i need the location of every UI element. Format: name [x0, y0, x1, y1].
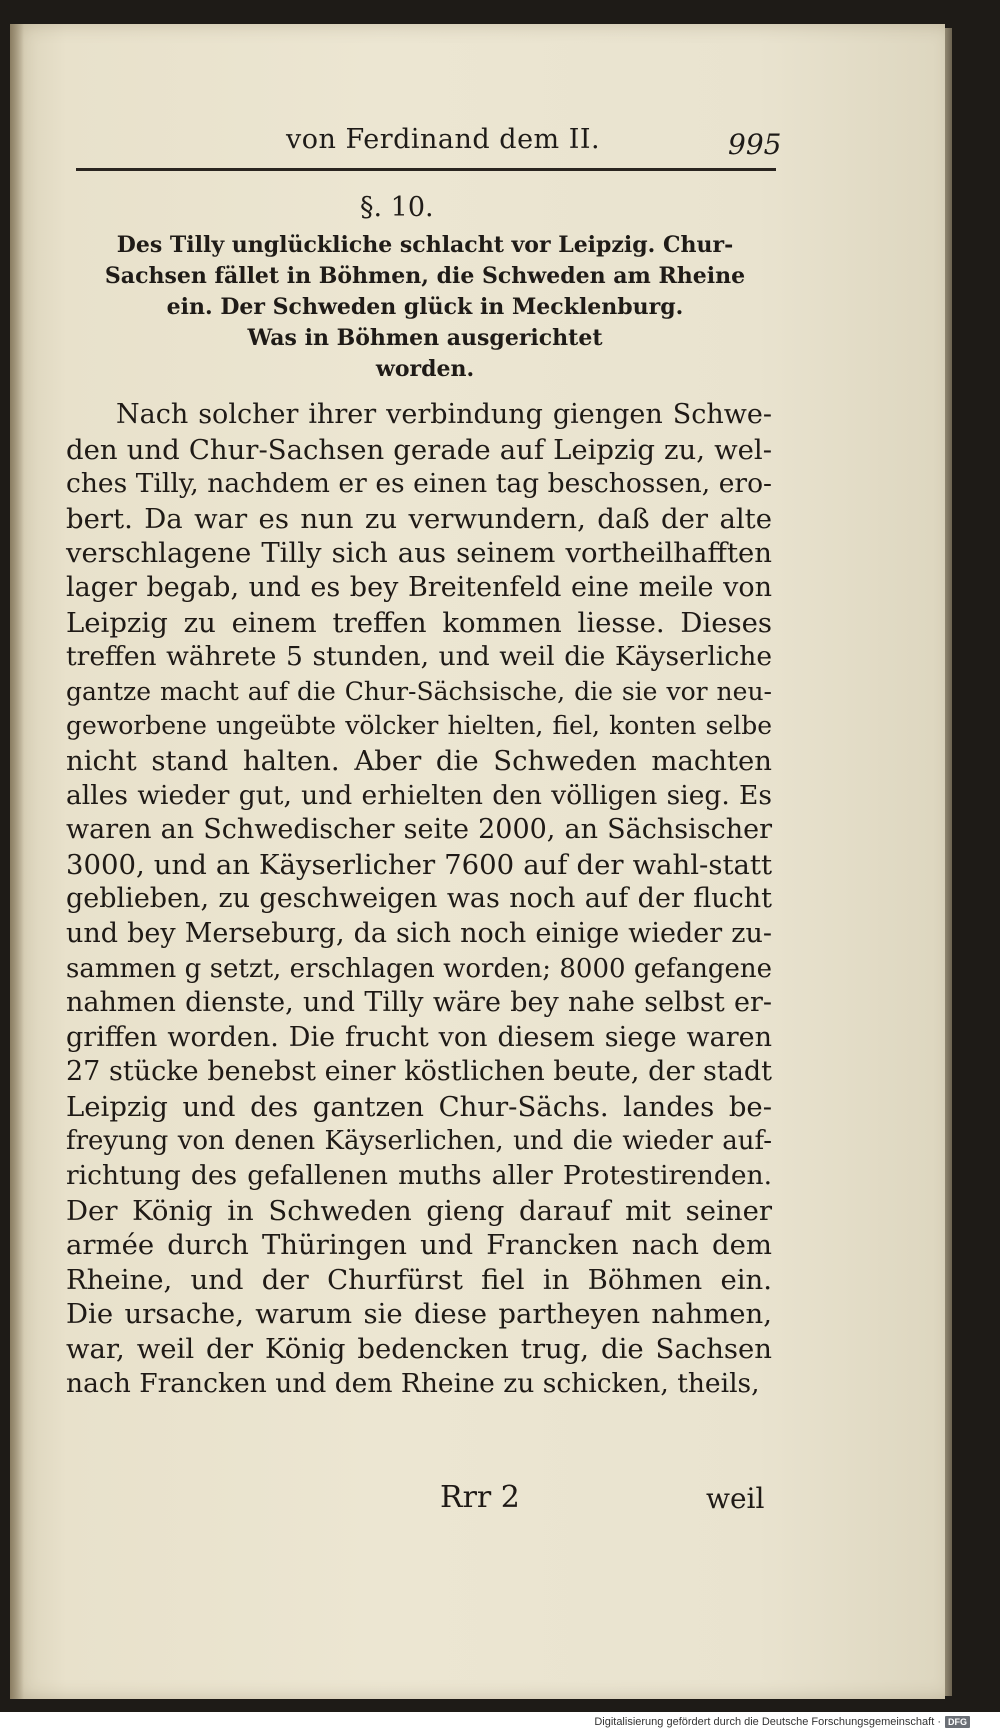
- body-line: freyung von denen Käyserlichen, und die wieder auf-: [66, 1126, 772, 1157]
- heading-line: Sachsen fället in Böhmen, die Schweden am Rheine: [104, 263, 746, 289]
- body-line: griffen worden. Die frucht von diesem siege waren: [66, 1021, 772, 1053]
- footer-credit: Digitalisierung gefördert durch die Deutsche Forschungsgemeinschaft ·: [594, 1716, 941, 1728]
- body-line: verschlagene Tilly sich aus seinem vortheilhafften: [66, 537, 772, 570]
- body-line: nahmen dienste, und Tilly wäre bey nahe selbst er-: [66, 987, 772, 1019]
- page-number: 995: [728, 128, 782, 161]
- page-header: [76, 124, 782, 164]
- body-line: richtung des gefallenen muths aller Protestirenden.: [66, 1160, 772, 1192]
- body-line: armée durch Thüringen und Francken nach dem: [66, 1229, 772, 1262]
- body-line: den und Chur-Sachsen gerade auf Leipzig zu, wel-: [66, 433, 772, 466]
- body-line: und bey Merseburg, da sich noch einige wieder zu-: [66, 917, 772, 949]
- body-text: [66, 398, 772, 1401]
- body-line: treffen währete 5 stunden, und weil die Käyserliche: [66, 641, 772, 673]
- catchword: weil: [706, 1482, 765, 1515]
- body-line: sammen g setzt, erschlagen worden; 8000 gefangene: [66, 953, 772, 984]
- heading-line: Was in Böhmen ausgerichtet: [247, 325, 603, 351]
- heading-line: Des Tilly unglückliche schlacht vor Leipzig. Chur-: [116, 232, 734, 258]
- body-line: Leipzig und des gantzen Chur-Sächs. landes be-: [66, 1090, 772, 1123]
- body-line: geworbene ungeübte völcker hielten, fiel, konten selbe: [66, 711, 772, 741]
- body-line: bert. Da war es nun zu verwundern, daß der alte: [66, 502, 772, 535]
- header-rule: [76, 168, 776, 171]
- body-line: Nach solcher ihrer verbindung giengen Schwe-: [116, 399, 772, 430]
- section-heading: [70, 230, 780, 385]
- body-line: Die ursache, warum sie diese partheyen nahmen,: [66, 1298, 772, 1331]
- body-line: Leipzig zu einem treffen kommen liesse. Dieses: [66, 606, 772, 639]
- body-line: lager begab, und es bey Breitenfeld eine meile von: [66, 571, 772, 603]
- body-line: Rheine, und der Churfürst fiel in Böhmen ein.: [66, 1263, 772, 1296]
- running-title: von Ferdinand dem II.: [286, 124, 601, 155]
- body-line: ches Tilly, nachdem er es einen tag beschossen, ero-: [66, 468, 772, 500]
- body-line: geblieben, zu geschweigen was noch auf der flucht: [66, 883, 772, 915]
- body-line: alles wieder gut, und erhielten den völligen sieg. Es: [66, 779, 772, 811]
- body-line: Der König in Schweden gieng darauf mit seiner: [66, 1194, 772, 1227]
- body-line: waren an Schwedischer seite 2000, an Sächsischer: [66, 814, 772, 846]
- body-line: 3000, und an Käyserlicher 7600 auf der wahl-statt: [66, 848, 772, 881]
- body-line: 27 stücke benebst einer köstlichen beute, der stadt: [66, 1056, 772, 1088]
- body-line: war, weil der König bedencken trug, die Sachsen: [66, 1333, 772, 1366]
- body-line: nach Francken und dem Rheine zu schicken, theils,: [66, 1367, 760, 1399]
- dfg-logo-icon: DFG: [945, 1716, 970, 1728]
- body-line: nicht stand halten. Aber die Schweden machten: [66, 744, 772, 777]
- signature-mark: Rrr 2: [440, 1480, 520, 1515]
- heading-line: ein. Der Schweden glück in Mecklenburg.: [166, 294, 684, 320]
- section-number: §. 10.: [360, 192, 434, 223]
- heading-line: worden.: [375, 356, 475, 382]
- digitization-footer: [594, 1716, 970, 1728]
- page-gutter: [10, 24, 24, 1699]
- body-line: gantze macht auf die Chur-Sächsische, die sie vor neu-: [66, 676, 772, 706]
